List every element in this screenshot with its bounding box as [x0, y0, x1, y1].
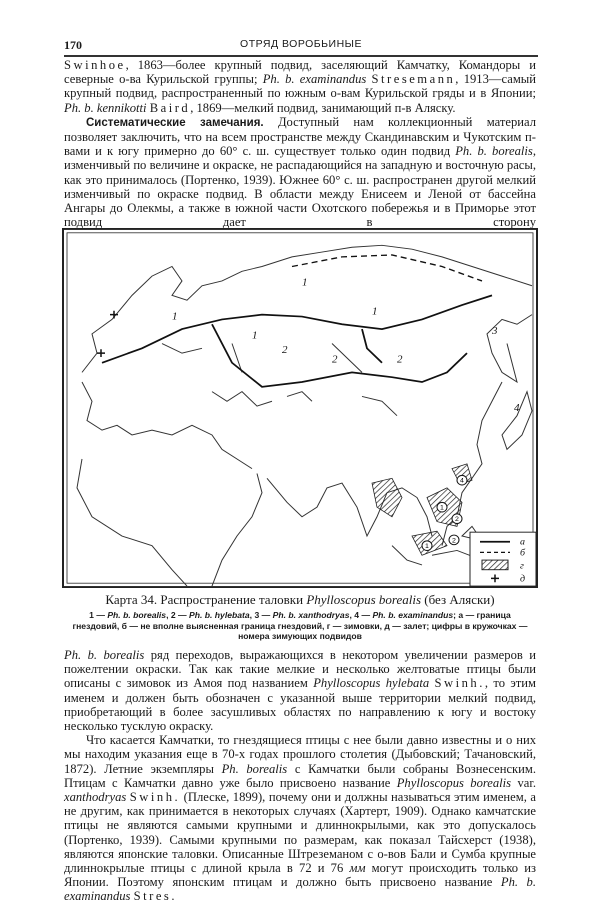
- bold-heading: Систематические замечания.: [86, 116, 264, 129]
- text-run: , 1863—более крупный подвид, заселяющий Камчатку, Командоры и северные о-ва Курильской группы;: [64, 58, 536, 87]
- text-run: 1 —: [89, 610, 108, 620]
- map-label: 1: [172, 310, 178, 323]
- italic-text: Ph. b. examinandus: [64, 875, 537, 904]
- map-circle-label: 4: [460, 477, 464, 485]
- page-number: 170: [64, 38, 82, 52]
- italic-text: Ph. b. examinandus: [262, 72, 367, 87]
- top-text: [64, 58, 536, 229]
- paragraph: [64, 733, 536, 903]
- spaced-author-name: Stresemann: [371, 72, 456, 87]
- italic-text: Ph. b. borealis: [455, 144, 533, 159]
- italic-text: Phylloscopus borealis: [396, 775, 512, 790]
- text-run: , 1869—мелкий подвид, занимающий п-в Аляску.: [190, 100, 456, 115]
- italic-text: Ph. b. borealis: [64, 648, 145, 662]
- paragraph: [64, 58, 536, 115]
- map-label: 2: [332, 353, 338, 366]
- map-label: 3: [491, 325, 498, 337]
- text-run: , 1913—самый крупный подвид, распространенный по южным о-вам Курильской гряды и в Японии;: [64, 72, 536, 101]
- spaced-author-name: Swinh.: [434, 676, 485, 691]
- text-run: Что касается Камчатки, то гнездящиеся птицы с нее были давно известны и о них мы находим указания еще в 70-х годах прошлого столетия (Дыбовский; Тачановский, 1872). Летние экземпляры: [64, 733, 536, 776]
- text-run: Доступный нам коллекционный материал позволяет заключить, что на всем пространстве между Скандинавским и Чукотским п-вами и к югу примерно до 60° с. ш. существует только один подвид: [64, 114, 537, 159]
- page-header: [64, 38, 538, 54]
- map-label: 1: [251, 329, 258, 342]
- map-label: 1: [371, 305, 378, 318]
- text-run: , 4 —: [349, 610, 373, 620]
- text-run: могут происходить только из Японии. Поэтому японским птицам и должно быть присвоено название: [64, 861, 536, 890]
- spaced-author-name: Stres.: [133, 889, 177, 904]
- running-title: ОТРЯД ВОРОБЬИНЫЕ: [240, 38, 362, 50]
- map-circle-label: 1: [440, 504, 444, 512]
- bottom-text: [64, 648, 536, 904]
- italic-text: Ph. b. borealis: [107, 610, 167, 620]
- text-run: , 3 —: [249, 610, 273, 620]
- map-label: 4: [514, 402, 520, 414]
- italic-text: xanthodryas: [64, 790, 127, 805]
- text-run: , 2 —: [166, 610, 190, 620]
- header-rule: [64, 55, 538, 57]
- italic-text: Ph. b. xanthodryas: [272, 610, 350, 620]
- legend-key: г: [520, 560, 524, 572]
- range-map: [62, 228, 538, 588]
- spaced-author-name: Swinh.: [129, 790, 181, 805]
- map-label: 1: [302, 276, 308, 289]
- text-run: , изменчивый по величине и окраске, не распадающийся на западную и восточную расы, как это принималось (Портенко, 1939). Южнее 60° с. ш. распространен другой мелкий изменчивый по окраске подвид. В области между Енисеем и Леной от бассейна Ангары до Олекмы, а также в южной части Охотского побережья и в Приморье этот подвид дает в сторону: [64, 144, 536, 230]
- italic-text: Phylloscopus borealis: [306, 592, 422, 607]
- text-run: Карта 34. Распространение таловки: [105, 592, 307, 607]
- italic-text: Ph. borealis: [221, 761, 288, 776]
- map-caption: [64, 592, 536, 608]
- italic-text: Ph. b. hylebata: [189, 610, 250, 620]
- legend-key: д: [520, 573, 526, 585]
- paragraph: [64, 648, 536, 733]
- text-run: ряд переходов, выражающихся в некотором увеличении размеров и пожелтении окраски. Так как такие мелкие и несколько желтоватые птицы были описаны с зимовок из Амоя под названием: [64, 648, 536, 691]
- italic-text: Ph. b. kennikotti: [64, 100, 147, 115]
- text-run: (Плеске, 1899), почему они и должны называться этим именем, а не другим, как принимается в некоторых случаях (Хартерт, 1909). Однако камчатские птицы не являются самыми крупными и длиннокрылыми, как это допускалось (Портенко, 1939). Самыми крупными по размерам, как показал Тайсхерст (1938), являются японские таловки. Описанные Штреземаном с о-вов Бали и Сумба крупные длиннокрылые птицы с длиной крыла в 72 и 76: [64, 790, 536, 876]
- map-label: 2: [397, 353, 403, 366]
- spaced-author-name: Baird: [149, 100, 191, 115]
- map-legend-text: [70, 610, 530, 642]
- legend-key: б: [520, 547, 526, 559]
- italic-text: Ph. b. examinandus: [372, 610, 454, 620]
- map-legend: [470, 532, 536, 586]
- map-circle-label: 1: [425, 543, 429, 551]
- text-run: ; а — граница гнездовий, б — не вполне выясненная граница гнездовий, г — зимовки, д — залет; цифры в кружочках — номера зимующих подвидов: [72, 610, 528, 641]
- text-run: , то этим именем и должен быть обозначен с указанной выше территории мелкий подвид, приобретающий в более засушливых областях по направлению к югу и востоку несколько тусклую окраску.: [64, 676, 537, 734]
- spaced-author-name: Swinhoe: [64, 58, 126, 72]
- map-circle-label: 2: [452, 537, 456, 545]
- italic-text: мм: [349, 861, 366, 876]
- legend-key: а: [520, 536, 525, 548]
- text-run: (без Аляски): [421, 592, 495, 607]
- paragraph: [64, 115, 536, 230]
- map-frame: [63, 229, 537, 587]
- text-run: var.: [511, 775, 537, 790]
- map-circle-label: 2: [455, 516, 459, 524]
- italic-text: Phylloscopus hylebata: [313, 676, 430, 691]
- text-run: с Камчатки были собраны Вознесенским. Птицам с Камчатки давно уже было присвоено название: [64, 761, 537, 790]
- map-label: 2: [282, 344, 288, 357]
